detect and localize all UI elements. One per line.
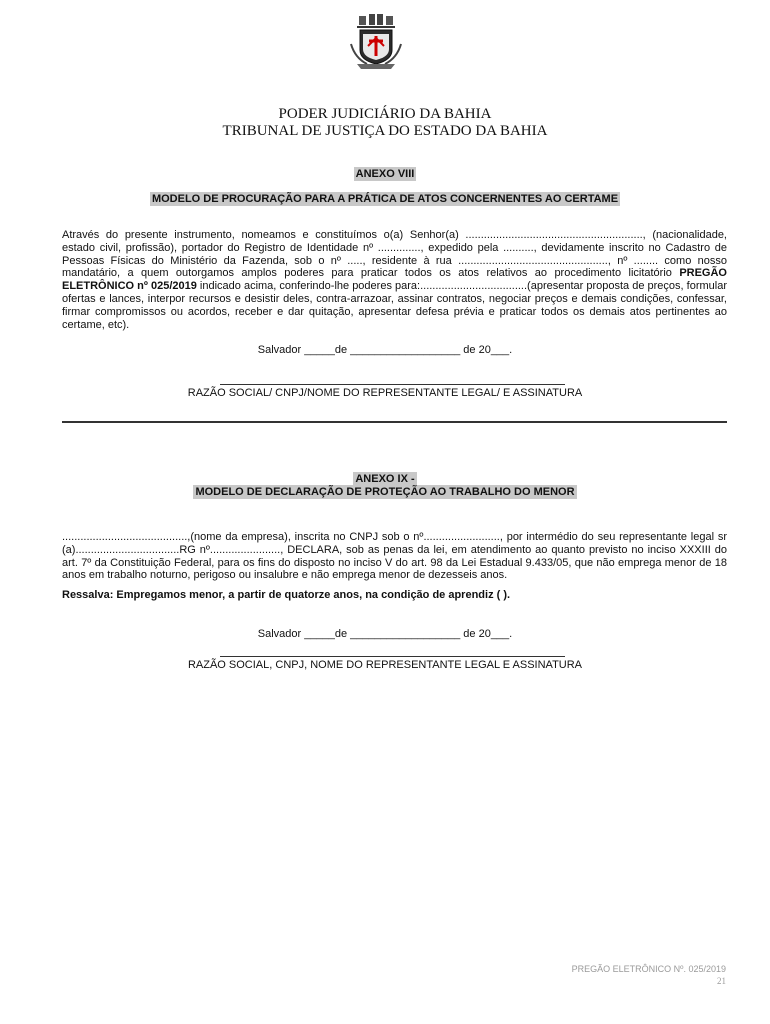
coat-of-arms-logo xyxy=(349,14,403,70)
header-line-2: TRIBUNAL DE JUSTIÇA DO ESTADO DA BAHIA xyxy=(222,123,548,139)
header-line-1: PODER JUDICIÁRIO DA BAHIA xyxy=(278,106,492,122)
annex-9-label xyxy=(0,473,770,485)
annex-9-title-text: MODELO DE DECLARAÇÃO DE PROTEÇÃO AO TRABALHO DO MENOR xyxy=(195,486,575,498)
annex-8-body-bold: PREGÃO ELETRÔNICO nº 025/2019 xyxy=(62,267,727,293)
annex-9-title xyxy=(0,486,770,498)
annex-9-label-text: ANEXO IX - xyxy=(355,473,415,485)
annex-9-signature-line xyxy=(220,656,565,657)
annex-8-label-text: ANEXO VIII xyxy=(355,168,415,180)
section-divider xyxy=(62,421,727,423)
annex-8-label xyxy=(0,168,770,180)
annex-8-date-line: Salvador _____de __________________ de 20___. xyxy=(257,344,513,356)
annex-8-title xyxy=(0,193,770,205)
annex-8-body xyxy=(62,229,727,331)
annex-9-ressalva-text: Ressalva: Empregamos menor, a partir de quatorze anos, na condição de aprendiz ( ). xyxy=(62,589,511,601)
annex-9-signature-caption: RAZÃO SOCIAL, CNPJ, NOME DO REPRESENTANTE LEGAL E ASSINATURA xyxy=(187,659,583,671)
annex-9-date-line: Salvador _____de __________________ de 20___. xyxy=(257,628,513,640)
footer-reference: PREGÃO ELETRÔNICO Nº. 025/2019 xyxy=(571,964,726,974)
annex-8-signature-caption: RAZÃO SOCIAL/ CNPJ/NOME DO REPRESENTANTE LEGAL/ E ASSINATURA xyxy=(187,387,583,399)
annex-8-signature-line xyxy=(220,384,565,385)
annex-8-body-part2: indicado acima, conferindo-lhe poderes para:...................................(apresentar proposta de preços, formular ofertas e lances, interpor recursos e desistir deles, contra-arrazoar, assinar contratos, negociar preços e demais condições, confessar, firmar compromissos ou acordos, receber e dar quitação, apresentar defesa prévia e praticar todos os demais atos pertinentes ao certame, etc). xyxy=(62,280,727,331)
annex-8-title-text: MODELO DE PROCURAÇÃO PARA A PRÁTICA DE ATOS CONCERNENTES AO CERTAME xyxy=(151,193,619,205)
annex-8-body-part1: Através do presente instrumento, nomeamos e constituímos o(a) Senhor(a) .........................................................., (nacionalidade, estado civil, profissão), portador do Registro de Identidade nº .............., expedido pela .........., devidamente inscrito no Cadastro de Pessoas Físicas do Ministério da Fazenda, sob o nº ....., residente à rua ................................................., nº ........ como nosso mandatário, a quem outorgamos amplos poderes para praticar todos os atos relativos ao procedimento licitatório xyxy=(62,229,727,280)
page-number: 21 xyxy=(717,976,726,986)
annex-9-ressalva xyxy=(62,589,727,602)
annex-9-body: .........................................,(nome da empresa), inscrita no CNPJ sob o nº........................., por intermédio do seu representante legal sr (a)..................................RG nº......................., DECLARA, sob as penas da lei, em atendimento ao quanto previsto no inciso XXXIII do art. 7º da Constituição Federal, para os fins do disposto no inciso V do art. 98 da Lei Estadual 9.433/05, que não emprega menor de 18 anos em trabalho noturno, perigoso ou insalubre e não emprega menor de dezesseis anos. xyxy=(62,531,727,582)
